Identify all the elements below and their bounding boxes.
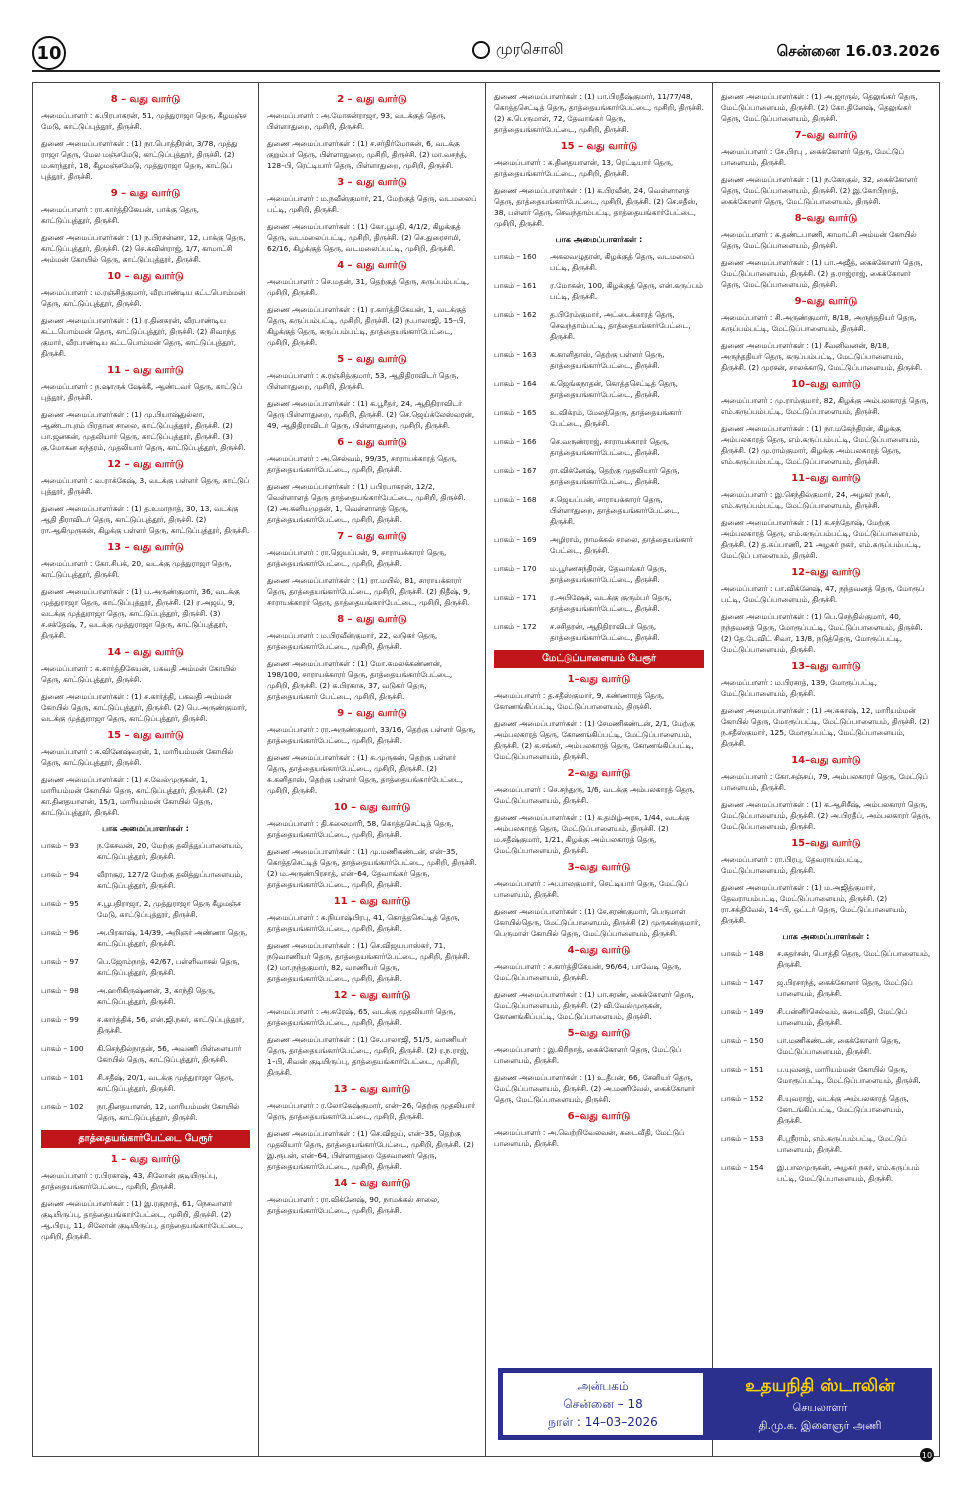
ward-entry: துணை அமைப்பாளர்கள் : (1) ம.அஜித்குமார், தேவராயம்பட்டி, மேட்டுப்பாளையம், திருச்சி. (2) ரா.சக்திவேல், 14–பி, ஒட்டர் தெரு, மேட்டுப்பாளையம், திருச்சி. [721,883,907,925]
ward-title: 11 – வது வார்டு [107,365,184,376]
ward-title: 15–வது வார்டு [791,838,861,849]
ward-title: 12 – வது வார்டு [107,459,184,470]
ward-entry: அமைப்பாளர் : க.நியாஷ்பிரபு, 41, கொத்தசெட்டித் தெரு, தாத்தையங்கார்பேட்டை, முசிறி, திருச்சி. [267,913,460,933]
ward-entry: அமைப்பாளர் : அ.சுரேஷ், 65, வடக்கு முதலியார் தெரு, தாத்தையங்கார்பேட்டை, முசிறி, திருச்சி. [267,1007,456,1027]
bhaga-row [494,563,704,585]
bhaga-organiser: க.ஜெங்கநாதன், கொத்தசெட்டித் தெரு, தாத்தையங்கார்பேட்டை, திருச்சி. [550,379,678,399]
bhaga-number: பாகம் – 151 [721,1065,764,1074]
ward-entry: துணை அமைப்பாளர்கள் : (1) பா.சரண், கைக்கோளர் தெரு, மேட்டுப்பாளையம், திருச்சி. (2) வி.வேல்முருகன், கோணங்கிப்பட்டி, மேட்டுப்பாளையம், திருச்சி. [494,990,694,1021]
bhaga-row [494,349,704,371]
ward-entry: அமைப்பாளர் : ம.பிரசாத், 139, மோரூப்பட்டி, மேட்டுப்பாளையம், திருச்சி. [721,678,877,698]
ward-entry: அமைப்பாளர் : ரா.கார்த்திகேயன், பாக்கு தெரு, காட்டுப்புத்தூர், திருச்சி. [41,205,199,225]
bhaga-number: பாகம் – 94 [41,870,79,879]
bhaga-number: பாகம் – 152 [721,1094,764,1103]
bhaga-heading: பாக அமைப்பாளர்கள் : [782,932,870,941]
ward-entry: துணை அமைப்பாளர்கள் : (1) அ.ஜாருல், தெலுங்கர் தெரு, மேட்டுப்பாளையம், திருச்சி. (2) கோ.தினேஷ், தெலுங்கர் தெரு, மேட்டுப்பாளையம், திருச்சி. [721,92,918,123]
bhaga-organiser: சி.யுவராஜ், வடக்கு அம்பலகாரத் தெரு, கோடங்கிப்பட்டி, மேட்டுப்பாளையம், திருச்சி. [777,1094,909,1125]
ward-entry: அமைப்பாளர் : க.ரஞ்சித்குமார், 53, ஆதிதிராவிடர் தெரு, பிள்ளாதுறை, முசிறி, திருச்சி. [267,371,459,391]
signatory-name: உதயநிதி ஸ்டாலின் [745,1376,895,1396]
bhaga-organiser: ச.பூபதிராஜா, 2, முத்துராஜா தெரு கீழமஞ்ச மேடு, காட்டுப்புத்தூர், திருச்சி. [97,899,241,919]
page-header [32,36,940,72]
bhaga-row [41,927,250,949]
ward-entry: அமைப்பாளர் : கோ.சஞ்சய், 79, அம்பலகாரர் தெரு, மேட்டுப் பாளையம், திருச்சி. [721,772,928,792]
bhaga-organiser: ர.மோகன், 100, கிழக்குத் தெரு, என்.கருப்பம் பட்டி, திருச்சி. [550,281,703,301]
ward-entry: அமைப்பாளர் : க.பிரபாகரன், 51, முத்துராஜா தெரு, கீழமஞ்ச மேடு, காட்டுப்புத்தூர், திருச்சி. [41,111,247,131]
ward-entry: துணை அமைப்பாளர்கள் : (1) ர.கார்த்திகேயன், 1, வடக்குத் தெரு, கருப்பம்பட்டி, முசிறி, திருச்சி. (2) ந.பாலாஜி, 15–பி, கிழக்குத் தெரு, கருப்பம்பட்டி, தாத்தையங்கார்பேட்டை, முசிறி, திருச்சி. [267,305,467,347]
ward-entry: துணை அமைப்பாளர்கள் : (1) பா.பிரதீஷ்குமார், 11/77/48, கொத்தசெட்டித் தெரு, தாத்தையங்கார்பேட்டை, முசிறி, திருச்சி. (2) க.பெருமாள், 72, தேவாங்கர் தெரு, தாத்தையங்கார்பேட்டை, முசிறி, திருச்சி. [494,92,704,134]
ward-title: 8 – வது வார்டு [110,94,181,105]
ward-entry: அமைப்பாளர் : அ.மோகன்ராஜா, 93, வடக்குத் தெரு, பிள்ளாதுறை, முசிறி, திருச்சி. [267,111,446,131]
bhaga-organiser: ச.ஜெயப்பன், சாராயக்காரர் தெரு, பிள்ளாதுறை, தாத்தையங்கார்பேட்டை, திருச்சி. [550,495,680,526]
bhaga-organiser: பா.மணிகண்டன், கைக்கோளர் தெரு, மேட்டுப்பாளையம், திருச்சி. [777,1036,901,1056]
ward-title: 10 – வது வார்டு [333,802,411,813]
bhaga-organiser: சி.ஸ்ரீராம், எம்.கருப்பம்பட்டி, மேட்டுப் பாளையம், திருச்சி. [777,1134,907,1154]
ward-entry: அமைப்பாளர் : க.வினேஷ்வரன், 1, மாரியம்மன் கோயில் தெரு, காட்டுப்புத்தூர், திருச்சி. [41,747,234,767]
ward-entry: துணை அமைப்பாளர்கள் : (1) பெ.செந்தில்குமார், 40, நந்தவனத் தெரு, மோரூப்பட்டி, மேட்டுப்பாளையம், திருச்சி. (2) தே.டேவிட் சிவா, 13/8, நடுத்தெரு, மோரூப்பட்டி, மேட்டுப்பாளையம், திருச்சி. [721,612,923,654]
ward-entry: அமைப்பாளர் : அ.வெற்றிவேலவன், கடைவீதி, மேட்டுப் பாளையம், திருச்சி. [494,1128,685,1148]
bhaga-row [721,948,931,970]
ward-title: 10–வது வார்டு [791,379,861,390]
ward-entry: அமைப்பாளர் : இ.கிரிநாத், கைக்கோளர் தெரு, மேட்டுப் பாளையம், திருச்சி. [494,1045,682,1065]
bhaga-row [41,1043,250,1065]
ward-title: 14 – வது வார்டு [107,647,184,658]
bhaga-organiser: க.காளிதாஸ், தெற்கு பள்ளர் தெரு, தாத்தையங்கார்பேட்டை, திருச்சி. [550,350,665,370]
ward-title: 13 – வது வார்டு [333,1084,411,1095]
column-2 [259,82,486,1457]
ward-entry: அமைப்பாளர் : ரா.அருண்குமார், 33/16, தெற்கு பள்ளர் தெரு, தாத்தையங்கார்பேட்டை, முசிறி, திருச்சி. [267,725,476,745]
issue-info [503,1373,703,1435]
ward-entry: துணை அமைப்பாளர்கள் : (1) ந.கோகுல், 32, கைக்கோளர் தெரு, மேட்டுப்பாளையம், திருச்சி. (2) இ.கோபிநாத், கைக்கோளர் தெரு, மேட்டுப்பாளையம், திருச்சி. [721,175,918,206]
column-1 [32,82,259,1457]
bhaga-organiser: ந.கேசவன், 20, மேற்கு தலித்துப்பாளையம், காட்டுப்புத்தூர், திருச்சி. [97,841,244,861]
ward-entry: அமைப்பாளர் : செ.சந்துரு, 1/6, வடக்கு அம்பலகாரத் தெரு, மேட்டுப்பாளையம், திருச்சி. [494,785,695,805]
ward-title: 9 – வது வார்டு [337,708,407,719]
ward-entry: அமைப்பாளர் : ச.கார்த்திகேயன், 96/64, பாவேடி தெரு, மேட்டுப்பாளையம், திருச்சி. [494,962,682,982]
bhaga-row [494,378,704,400]
bhaga-row [721,977,931,999]
ward-entry: அமைப்பாளர் : அ.செல்வம், 99/35, சாராயக்காரத் தெரு, தாத்தையங்கார்பேட்டை, முசிறி, திருச்சி. [267,454,458,474]
bhaga-row [41,869,250,891]
ward-entry: துணை அமைப்பாளர்கள் : (1) ரா.மயில், 81, சாராயக்காரர் தெரு, தாத்தையங்கார்பேட்டை, முசிறி, திருச்சி. (2) நிதீஷ், 9, சாராயக்காரர் தெரு, தாத்தையங்கார்பேட்டை, முசிறி, திருச்சி. [267,576,471,607]
ward-entry: துணை அமைப்பாளர்கள் : (1) மோ.கமலக்கண்ணன், 198/100, சாராயக்காரர் தெரு, தாத்தையங்கார்பேட்டை, முசிறி, திருச்சி. (2) க.பிரகாசு, 37, வடுகர் தெரு, தாத்தையங்கார் பேட்டை, முசிறி, திருச்சி. [267,659,453,701]
bhaga-organiser: த.பிரேம்குமார், அட்டைக்காரத் தெரு, செவந்தாம்பட்டி, தாத்தையங்கார்பேட்டை, திருச்சி. [550,310,691,341]
bhaga-number: பாகம் – 100 [41,1044,84,1053]
ward-entry: அமைப்பாளர் : கோ.சிபக், 20, வடக்கு முத்துராஜா தெரு, காட்டுப்புத்தூர், திருச்சி. [41,559,232,579]
ward-title: 3–வது வார்டு [567,862,631,873]
ward-entry: அமைப்பாளர் : அ.பாலகுமார், செட்டியார் தெரு, மேட்டுப் பாளையம், திருச்சி. [494,879,688,899]
bhaga-number: பாகம் – 163 [494,350,537,359]
bhaga-row [721,1064,931,1086]
ward-title: 8 – வது வார்டு [337,614,407,625]
bhaga-number: பாகம் – 99 [41,1015,79,1024]
ward-title: 15 – வது வார்டு [560,141,638,152]
bhaga-row [494,309,704,342]
bhaga-row [41,840,250,862]
masthead [472,40,564,60]
ward-entry: அமைப்பாளர் : ரா.விக்னேஷ், 90, நாமக்கல் சாலை, தாத்தையங்கார்பேட்டை, முசிறி, திருச்சி. [267,1195,440,1215]
ward-entry: துணை அமைப்பாளர்கள் : (1) க.சந்தோஷ், மேற்கு அம்பலகாரத் தெரு, எம்.கருப்பம்பட்டி, மேட்டுப்பாளையம், திருச்சி. (2) த.சுப்பாணி, 21 அழகர் நகர், எம்.கருப்பம்பட்டி, மேட்டுப் பாளையம், திருச்சி. [721,518,921,560]
columns [32,82,940,1457]
ward-entry: அமைப்பாளர் : ந.ஷாருக் ஷேக்கீ, ஆண்டவர் தெரு, காட்டுப் புத்தூர், திருச்சி. [41,382,243,402]
ward-title: 1 – வது வார்டு [110,1154,181,1165]
ward-entry: அமைப்பாளர் : த.சதீஸ்குமார், 9, கண்ணாரத் தெரு, கோணங்கிப்பட்டி, மேட்டுப்பாளையம், திருச்சி. [494,691,665,711]
bhaga-number: பாகம் – 147 [721,978,764,987]
issue-line: அன்பகம் [577,1379,629,1393]
bhaga-organiser: நா.தினதயாளன், 12, மாரியம்மன் கோயில் தெரு, காட்டுப்புத்தூர், திருச்சி. [97,1102,240,1122]
ward-entry: துணை அமைப்பாளர்கள் : (1) சு.முருகன், தெற்கு பள்ளர் தெரு, தாத்தையங்கார்பேட்டை, முசிறி, திருச்சி. (2) சு.கனிதாஸ், தெற்கு பள்ளர் தெரு, தாத்தையங்கார்பேட்டை, முசிறி, திருச்சி. [267,753,464,795]
bhaga-organiser: ம.பூர்ணசந்திரன், தேவாங்கர் தெரு, தாத்தையங்கார்பேட்டை, திருச்சி. [550,564,667,584]
ward-title: 3 – வது வார்டு [337,177,407,188]
bhaga-number: பாகம் – 160 [494,252,537,261]
bhaga-row [721,1133,931,1155]
ward-entry: அமைப்பாளர் : தி.கலைமாரி, 58, கொத்தசெட்டித் தெரு, தாத்தையங்கார்பேட்டை, முசிறி, திருச்சி. [267,819,454,839]
ward-title: 10 – வது வார்டு [107,271,184,282]
bhaga-row [494,534,704,556]
footer-page-mark: 10 [920,1448,934,1462]
bhaga-number: பாகம் – 164 [494,379,537,388]
ward-entry: அமைப்பாளர் : ர.லோகேஷ்குமார், என்–26, தெற்கு முதலியார் தெரு, தாத்தையங்கார்பேட்டை, முசிறி, திருச்சி. [267,1101,476,1121]
bhaga-row [721,1093,931,1126]
bhaga-organiser: அகலவழுதான், கிழக்குத் தெரு, வடமலைப் பட்டி, திருச்சி. [550,252,695,272]
ward-title: 7 – வது வார்டு [337,531,407,542]
bhaga-number: பாகம் – 171 [494,593,537,602]
bhaga-number: பாகம் – 96 [41,928,79,937]
ward-entry: அமைப்பாளர் : வ.ராக்கேஷ், 3, வடக்கு பள்ளர் தெரு, காட்டுப் புத்தூர், திருச்சி. [41,476,250,496]
ward-title: 5–வது வார்டு [567,1028,631,1039]
bhaga-row [494,465,704,487]
ward-entry: துணை அமைப்பாளர்கள் : (1) க.பிரவீன், 24, வெள்ளாளத் தெரு, தாத்தையங்கார்பேட்டை, முசிறி, திருச்சி. (2) செ.சதீஸ், 38, பள்ளர் தெரு, செவந்தாம்பட்டி, தாத்தையங்கார்பேட்டை, முசிறி, திருச்சி. [494,186,698,228]
bhaga-organiser: கி.செந்தில்நாதன், 56, அவணி பிள்ளையார் கோயில் தெரு, காட்டுப்புத்தூர், திருச்சி. [97,1044,242,1064]
ward-entry: அமைப்பாளர் : சே.பிரபு , கைக்கோளர் தெரு, மேட்டுப் பாளையம், திருச்சி. [721,147,904,167]
ward-entry: அமைப்பாளர் : ர.பிரகாஷ், 43, சிலோன் குடியிருப்பு, தாத்தையங்கார்பேட்டை, முசிறி, திருச்சி. [41,1171,218,1191]
bhaga-organiser: சி.சதீஷ், 20/1, வடக்கு முத்துராஜா தெரு, காட்டுப்புத்தூர், திருச்சி. [97,1073,235,1093]
signatory [708,1368,932,1440]
bhaga-number: பாகம் – 150 [721,1036,764,1045]
ward-entry: துணை அமைப்பாளர்கள் : (1) க.ஆசிசீஷ், அம்பலகாரர் தெரு, மேட்டுப்பாளையம், திருச்சி. (2) அ.பிரதீப், அம்பலகாரர் தெரு, மேட்டுப்பாளையம், திருச்சி. [721,800,931,831]
ward-title: 2–வது வார்டு [567,768,631,779]
ward-entry: துணை அமைப்பாளர்கள் : (1) ந.பிரசன்னா, 12, பாக்கு தெரு, காட்டுப்புத்தூர், திருச்சி. (2) செ.கவின்ராஜ், 1/7, காமாட்சி அம்மன் கோயில் தெரு, காட்டுப்புத்தூர், திருச்சி. [41,233,246,264]
bhaga-number: பாகம் – 170 [494,564,537,573]
masthead-logo-icon [472,41,490,59]
bhaga-organiser: அழிராம், நாமக்கல் சாலை, தாத்தையங்கார் பேட்டை, திருச்சி. [550,535,693,555]
page-number: 10 [32,36,66,70]
signatory-org: தி.மு.க. இளைஞர் அணி [758,1419,882,1432]
ward-entry: அமைப்பாளர் : மு.ராம்குமார், 82, கிழக்கு அம்பலகாரத் தெரு, எம்.கருப்பம்பட்டி, மேட்டுப்பாளையம், திருச்சி. [721,396,929,416]
bhaga-row [41,1072,250,1094]
ward-entry: துணை அமைப்பாளர்கள் : (1) ப.அருண்குமார், 36, வடக்கு முத்துராஜா தெரு, காட்டுப்புத்தூர், திருச்சி. (2) ர.அஜய், 9, வடக்கு முத்துராஜா தெரு, காட்டுப்புத்தூர், திருச்சி. (3) ச.சக்தேஷ், 7, வடக்கு முத்துராஜா தெரு, காட்டுப்புத்தூர், திருச்சி. [41,587,240,640]
bhaga-organiser: ச.சுதர்சன், பொத்தி தெரு, மேட்டுப்பாளையம், திருச்சி. [777,949,931,969]
bhaga-heading: பாக அமைப்பாளர்கள் : [555,235,643,244]
ward-entry: அமைப்பாளர் : ம.ரஞ்சித்குமார், வீரபாண்டிய கட்டபொம்மன் தெரு, காட்டுப்புத்தூர், திருச்சி. [41,288,246,308]
ward-title: 9 – வது வார்டு [110,188,181,199]
ward-title: 6 – வது வார்டு [337,437,407,448]
bhaga-row [41,1014,250,1036]
ward-entry: துணை அமைப்பாளர்கள் : (1) மு.பியாஷ்துல்லா, ஆண்டாபுரம் பிரதான சாலை, காட்டுப்புத்தூர், திருச்சி. (2) பா.ஜனகன், முதலியார் தெரு, காட்டுப்புத்தூர், திருச்சி. (3) கு.மோகன சுந்தரம், முதலியார் தெரு, காட்டுப்புத்தூர், திருச்சி. [41,410,246,452]
bhaga-organiser: உ.விக்ரம், மேலத்தெரு, தாத்தையங்கார் பேட்டை, திருச்சி. [550,408,682,428]
signatory-title: செயலாளர் [792,1401,848,1414]
ward-entry: துணை அமைப்பாளர்கள் : (1) நா.மகேந்திரன், கிழக்கு அம்பலகாரத் தெரு, எம்.கருப்பம்பட்டி, மேட்டுப்பாளையம், திருச்சி. (2) மு.ராம்குமார், கிழக்கு அம்பலகாரத் தெரு, எம்.கருப்பம்பட்டி, மேட்டுப்பாளையம், திருச்சி. [721,424,920,466]
ward-title: 12–வது வார்டு [791,567,861,578]
ward-entry: துணை அமைப்பாளர்கள் : (1) ர.தினகரன், வீரபாண்டிய கட்டபொம்மன் தெரு, காட்டுப்புத்தூர், திருச்சி. (2) சிவாந்த குமார், வீரபாண்டிய கட்டபொம்மன் தெரு, காட்டுப்புத்தூர், திருச்சி. [41,316,237,358]
bhaga-row [41,898,250,920]
bhaga-number: பாகம் – 101 [41,1073,84,1082]
bhaga-row [494,621,704,643]
ward-entry: அமைப்பாளர் : சி.அருண்குமார், 8/18, அருந்ததியர் தெரு, கருப்பம்பட்டி, மேட்டுப்பாளையம், திருச்சி. [721,313,917,333]
section-banner: தாத்தையங்கார்பேட்டை பேரூர் [41,1130,250,1148]
ward-entry: அமைப்பாளர் : இ.செந்தில்குமார், 24, அழகர் நகர், எம்.கருப்பம்பட்டி, மேட்டுப்பாளையம், திருச்சி. [721,490,891,510]
bhaga-row [494,494,704,527]
column-4 [713,82,940,1457]
ward-entry: அமைப்பாளர் : ம.நவீன்குமார், 21, மேற்குத் தெரு, வடமலைப் பட்டி, முசிறி, திருச்சி. [267,194,477,214]
bhaga-row [41,985,250,1007]
ward-entry: துணை அமைப்பாளர்கள் : (1) ச.கார்த்தி, பகவதி அம்மன் கோயில் தெரு, காட்டுப்புத்தூர், திருச்சி. (2) பெ.அருண்குமார், வடக்கு முத்துராஜா தெரு, காட்டுப்புத்தூர், திருச்சி. [41,692,248,723]
bhaga-row [494,436,704,458]
ward-entry: துணை அமைப்பாளர்கள் : (1) கோ.பூபதி, 4/1/2, கிழக்குத் தெரு, வடமலைப்பட்டி, முசிறி, திருச்சி. (2) செ.துரைசாமி, 62/16, கிழக்குத் தெரு, வடமலைப்பட்டி, முசிறி, திருச்சி. [267,222,461,253]
ward-title: 14–வது வார்டு [791,755,861,766]
ward-title: 13 – வது வார்டு [107,542,184,553]
bhaga-row [41,1101,250,1123]
masthead-title: முரசொலி [496,40,564,58]
bhaga-number: பாகம் – 168 [494,495,537,504]
bhaga-number: பாகம் – 149 [721,1007,764,1016]
bhaga-row [494,592,704,614]
ward-title: 11–வது வார்டு [791,473,861,484]
ward-entry: துணை அமைப்பாளர்கள் : (1) அ.சுகாஷ், 12, மாரியம்மன் கோயில் தெரு, மோரூப்பட்டி, மேட்டுப்பாளையம், திருச்சி. (2) ந.சதீஸ்குமார், 125, மோரூப்பட்டி, மேட்டுப்பாளையம், திருச்சி. [721,706,930,748]
bhaga-row [41,956,250,978]
bhaga-organiser: அ.பிரகாஷ், 14/39, அறிஞர் அண்ணா தெரு, காட்டுப்புத்தூர், திருச்சி. [97,928,248,948]
column-3 [486,82,713,1457]
ward-title: 4 – வது வார்டு [337,260,407,271]
ward-title: 13–வது வார்டு [791,661,861,672]
bhaga-organiser: பெ.ஜோம்நாத், 42/67, பள்ளிவாசல் தெரு, காட்டுப்புத்தூர், திருச்சி. [97,957,240,977]
ward-title: 6–வது வார்டு [567,1111,631,1122]
ward-entry: துணை அமைப்பாளர்கள் : (1) சேமணிகண்டன், 2/1, மேற்கு அம்பலகாரத் தெரு, கோணங்கிப்பட்டி, மேட்டுப்பாளையம், திருச்சி. (2) க.சங்கர், அம்பலகாரத் தெரு, கோணங்கிப்பட்டி, மேட்டுப்பாளையம், திருச்சி. [494,719,695,761]
ward-entry: துணை அமைப்பாளர்கள் : (1) ச.சர்திர்மோகன், 6, வடக்கு குறும்பர் தெரு, பிள்ளாதுறை, முசிறி, திருச்சி. (2) மா.வசந்த், 128–பி, ரெட்டியார் தெரு, பிள்ளாதுறை, முசிறி, திருச்சி. [267,139,468,170]
ward-entry: அமைப்பாளர் : செ.மதன், 31, தெற்குத் தெரு, கருப்பம்பட்டி, முசிறி, திருச்சி. [267,277,470,297]
bhaga-organiser: ர.அபிஷேக், வடக்கு குரும்பர் தெரு, தாத்தையங்கார்பேட்டை, திருச்சி. [550,593,672,613]
ward-title: 5 – வது வார்டு [337,354,407,365]
ward-entry: அமைப்பாளர் : க.கார்த்திகேயன், பகவதி அம்மன் கோயில் தெரு, காட்டுப்புத்தூர், திருச்சி. [41,664,237,684]
bhaga-organiser: இ.பாலமுருகன், அழகர் நகர், எம்.கருப்பம் பட்டி, மேட்டுப்பாளையம், திருச்சி. [777,1163,920,1183]
bhaga-number: பாகம் – 169 [494,535,537,544]
ward-entry: துணை அமைப்பாளர்கள் : (1) ச.வேல்முருகன், 1, மாரியம்மன் கோயில் தெரு, காட்டுப்புத்தூர், திருச்சி. (2) கா.தினதயாளன், 15/1, மாரியம்மன் கோயில் தெரு, காட்டுப்புத்தூர், திருச்சி. [41,775,228,817]
section-banner: மேட்டுப்பாளையம் பேரூர் [494,650,704,668]
bhaga-row [494,407,704,429]
bhaga-number: பாகம் – 161 [494,281,537,290]
bhaga-number: பாகம் – 95 [41,899,79,908]
bhaga-number: பாகம் – 165 [494,408,537,417]
ward-title: 12 – வது வார்டு [333,990,411,1001]
bhaga-organiser: ப.யுவனத், மாரியம்மன் கோயில் தெரு, மோரூப்பட்டி, மேட்டுப்பாளையம், திருச்சி. [777,1065,921,1085]
ward-entry: துணை அமைப்பாளர்கள் : (1) செ.விஜயபாஸ்கர், 71, நடுவாணியர் தெரு, தாத்தையங்கார்பேட்டை, முசிறி, திருச்சி. (2) மா.நந்தகுமார், 82, வாணியர் தெரு, தாத்தையங்கார்பேட்டை, முசிறி, திருச்சி. [267,941,470,983]
ward-title: 15 – வது வார்டு [107,730,184,741]
ward-entry: துணை அமைப்பாளர்கள் : (1) நா.பொத்திரன், 3/78, முத்து ராஜா தெரு, மேல மஞ்சமேடு, காட்டுப்புத்தூர், திருச்சி. (2) ம.காந்தூர், 18, கீழமஞ்சமேடு, முத்துராஜா தெரு, காட்டுப் புத்தூர், திருச்சி. [41,139,238,181]
bhaga-row [494,251,704,273]
bhaga-organiser: ஜ.பிரசாந்த், கைக்கோளர் தெரு, மேட்டுப் பாளையம், திருச்சி. [777,978,913,998]
signature-box [498,1368,932,1440]
ward-entry: அமைப்பாளர் : ம.பிரவீன்குமார், 22, வடுகர் தெரு, தாத்தையங்கார்பேட்டை, முசிறி, திருச்சி. [267,631,438,651]
ward-title: 1–வது வார்டு [567,674,631,685]
bhaga-row [721,1035,931,1057]
ward-title: 11 – வது வார்டு [333,896,411,907]
ward-title: 4–வது வார்டு [567,945,631,956]
ward-entry: துணை அமைப்பாளர்கள் : (1) செ.விஜய், என்–35, தெற்கு முதலியார் தெரு, தாத்தையங்கார்பேட்டை, முசிறி, திருச்சி. (2) இ.ரூபன், என்–64, பிள்ளாதுறை தேசவாணர் தெரு, தாத்தையங்கார்பேட்டை, முசிறி, திருச்சி. [267,1129,474,1171]
bhaga-organiser: அ.ஹரிகிருஷ்ணன், 3, காந்தி தெரு, காட்டுப்புத்தூர், திருச்சி. [97,986,216,1006]
bhaga-number: பாகம் – 162 [494,310,537,319]
ward-entry: அமைப்பாளர் : க.தினதயாளன், 13, ரெட்டியார் தெரு, தாத்தையங்கார்பேட்டை, முசிறி, திருச்சி. [494,158,674,178]
bhaga-row [721,1006,931,1028]
bhaga-organiser: ரா.விக்னேஷ், தெற்கு முதலியார் தெரு, தாத்தையங்கார்பேட்டை, திருச்சி. [550,466,680,486]
bhaga-organiser: சி.பன்னீர்செல்வம், கடைவீதி, மேட்டுப் பாளையம், திருச்சி. [777,1007,908,1027]
ward-entry: துணை அமைப்பாளர்கள் : (1) பபிரபாகரன், 12/2, வெள்ளாளத் தெரு தாத்தையங்கார்பேட்டை, முசிறி, திருச்சி. (2) அ.கனியமுதன், 1, வெள்ளாளத் தெரு, தாத்தையங்கார்பேட்டை, முசிறி, திருச்சி. [267,482,466,524]
ward-entry: துணை அமைப்பாளர்கள் : (1) இ.ரகுநாத், 61, நெசவாளர் குடியிருப்பு, தாத்தையங்கார்பேட்டை, முசிறி, திருச்சி. (2) ஆ.பிரபு, 11, சிலோன் குடியிருப்பு, தாத்தையங்கார்பேட்டை, முசிறி, திருச்சி. [41,1199,244,1241]
ward-title: 2 – வது வார்டு [337,94,407,105]
ward-entry: துணை அமைப்பாளர்கள் : (1) சே.பாலாஜி, 51/5, வாணியர் தெரு, தாத்தையங்கார்பேட்டை, முசிறி, திருச்சி. (2) ர.ந.ராஜ், 1–பி, சிவன் குடியிருப்பு, தாத்தையங்கார்பேட்டை, முசிறி, திருச்சி. [267,1035,469,1077]
ward-entry: துணை அமைப்பாளர்கள் : (1) மு.மணிகண்டன், என்–35, கொத்தசெட்டித் தெரு, தாத்தையங்கார்பேட்டை, முசிறி, திருச்சி. (2) ம.அருண்பிரசாத், என்–64, தேவாங்கர் தெரு, தாத்தையங்கார்பேட்டை, முசிறி, திருச்சி. [267,847,477,889]
bhaga-number: பாகம் – 172 [494,622,537,631]
bhaga-number: பாகம் – 166 [494,437,537,446]
ward-title: 8–வது வார்டு [794,213,858,224]
ward-title: 9–வது வார்டு [794,296,858,307]
ward-title: 7–வது வார்டு [794,130,858,141]
bhaga-number: பாகம் – 153 [721,1134,764,1143]
bhaga-row [494,280,704,302]
ward-entry: அமைப்பாளர் : ரா.பிரபு, தேவராயம்பட்டி, மேட்டுப்பாளையம், திருச்சி. [721,855,863,875]
bhaga-organiser: ச.சசிதரன், ஆதிதிராவிடர் தெரு, தாத்தையங்கார்பேட்டை, திருச்சி. [550,622,660,642]
bhaga-number: பாகம் – 98 [41,986,79,995]
ward-entry: துணை அமைப்பாளர்கள் : (1) உ.தீபன், 66, சேனியர் தெரு, மேட்டுப்பாளையம், திருச்சி. (2) அ.மணிவேல், கைக்கோளர் தெரு, மேட்டுப்பாளையம், திருச்சி. [494,1073,695,1104]
issue-line: நாள் : 14–03–2026 [548,1415,658,1429]
dateline: சென்னை 16.03.2026 [776,42,940,60]
bhaga-number: பாகம் – 97 [41,957,79,966]
ward-entry: துணை அமைப்பாளர்கள் : (1) க.பூரீதர், 24, ஆதிதிராவிடர் தெரு பிள்ளாதுறை, முசிறி, திருச்சி. (2) செ.ஜெய்க்லேஸ்வரன், 49, ஆதிதிராவிடர் தெரு, பிள்ளாதுறை, முசிறி, திருச்சி. [267,399,475,430]
bhaga-number: பாகம் – 167 [494,466,537,475]
ward-entry: துணை அமைப்பாளர்கள் : (1) த.உமாநாத், 30, 13, வடக்கு ஆதி திராவிடர் தெரு, காட்டுப்புத்தூர், திருச்சி. (2) ரா.ஆகிமுருகன், கிழக்கு பள்ளர் தெரு, காட்டுப்புத்தூர், திருச்சி. [41,504,250,535]
ward-entry: துணை அமைப்பாளர்கள் : (1) பா.அஜீத், கைக்கோளர் தெரு, மேட்டுப்பாளையம், திருச்சி. (2) த.ராஜ்ராஜ், கைக்கோளர் தெரு, மேட்டுப்பாளையம், திருச்சி. [721,258,923,289]
ward-entry: துணை அமைப்பாளர்கள் : (1) சே.சரண்குமார், பெருமாள் கோயில்தெரு, மேட்டுப்பாளையம், திருச்சி (2) முருகன்குமார், பெருமாள் கோயில் தெரு, மேட்டுப்பாளையம், திருச்சி. [494,907,701,938]
ward-entry: அமைப்பாளர் : ரா.ஜெயப்பன், 9, சாராயக்காரர் தெரு, தாத்தையங்கார்பேட்டை, முசிறி, திருச்சி. [267,548,447,568]
bhaga-organiser: செ.வருண்ராஜ், சாராயக்காரர் தெரு, தாத்தையங்கார்பேட்டை, திருச்சி. [550,437,670,457]
ward-entry: துணை அமைப்பாளர்கள் : (1) க.தமிழ்அரசு, 1/44, வடக்கு அம்பலகாரத் தெரு, மேட்டுப்பாளையம், திருச்சி. (2) ம.சதீஷ்குமார், 1/21, கிழக்கு அம்பலகாரத் தெரு, மேட்டுப்பாளையம், திருச்சி. [494,813,690,855]
bhaga-number: பாகம் – 154 [721,1163,764,1172]
issue-line: சென்னை – 18 [563,1397,643,1411]
bhaga-heading: பாக அமைப்பாளர்கள் : [102,824,189,833]
bhaga-number: பாகம் – 93 [41,841,79,850]
ward-entry: துணை அமைப்பாளர்கள் : (1) சீவனிவனன், 8/18, அருந்ததியர் தெரு, கருப்பம்பட்டி, மேட்டுப்பாளையம், திருச்சி. (2) முரசன், சாலக்காடு, மேட்டுப்பாளையம், திருச்சி. [721,341,923,372]
bhaga-row [721,1162,931,1184]
ward-title: 14 – வது வார்டு [333,1178,411,1189]
ward-entry: அமைப்பாளர் : பா.விக்னேஷ், 47, நந்தவனத் தெரு, மோரூப் பட்டி, மேட்டுப்பாளையம், திருச்சி. [721,584,925,604]
bhaga-number: பாகம் – 148 [721,949,764,958]
bhaga-organiser: வீராசூர, 127/2 மேற்கு தலித்துப்பாளையம், காட்டுப்புத்தூர், திருச்சி. [97,870,243,890]
bhaga-number: பாகம் – 102 [41,1102,84,1111]
bhaga-organiser: ச.கார்த்திக், 56, என்.ஜி.நகர், காட்டுப்புத்தூர், திருச்சி. [97,1015,245,1035]
ward-entry: அமைப்பாளர் : க.தண்டபாணி, காமாட்சி அம்மன் கோயில் தெரு, மேட்டுப்பாளையம், திருச்சி. [721,230,917,250]
